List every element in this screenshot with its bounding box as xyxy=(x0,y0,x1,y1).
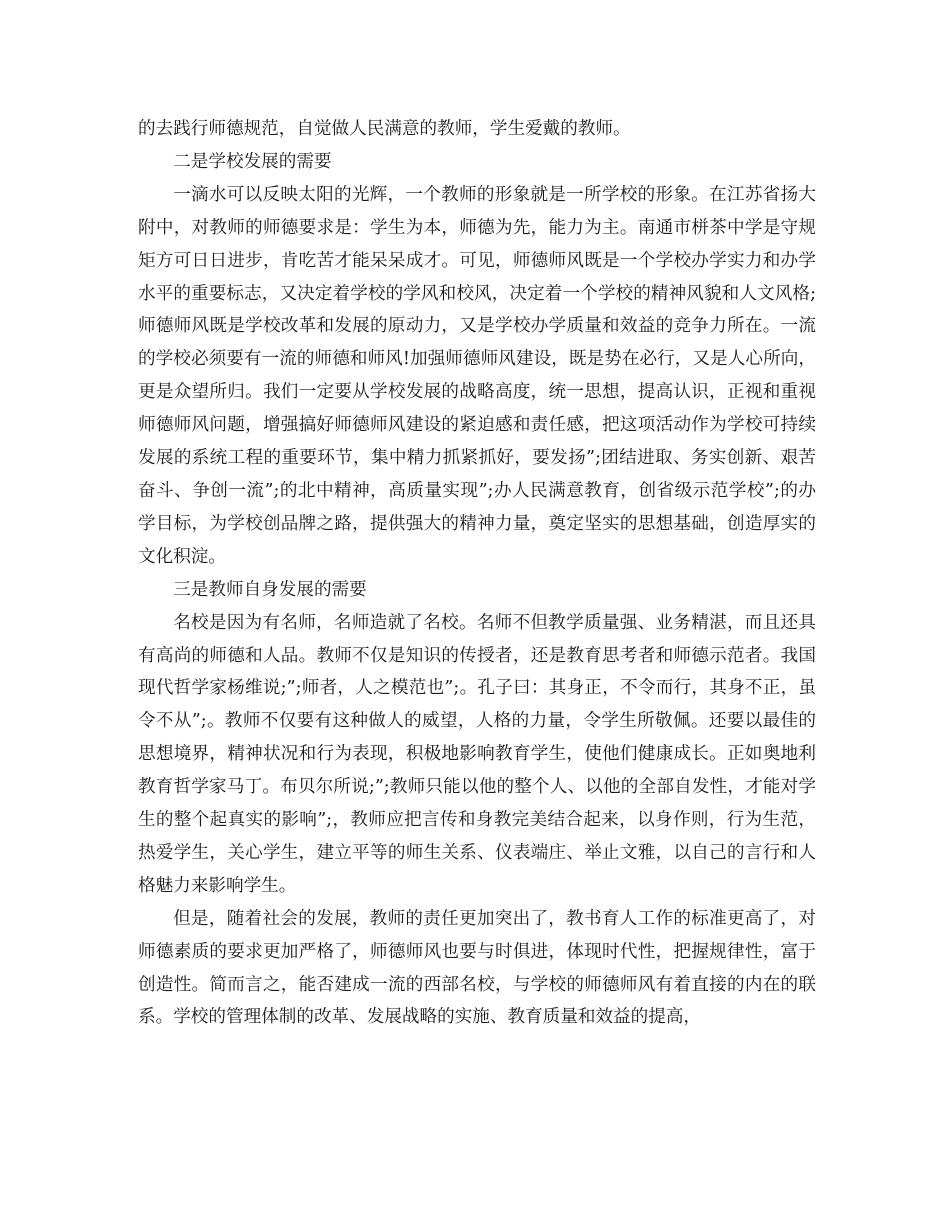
paragraph-social-development: 但是，随着社会的发展，教师的责任更加突出了，教书育人工作的标准更高了，对师德素质的要求更加严格了，师德师风也要与时俱进，体现时代性，把握规律性，富于创造性。简而言之，能否建成一流的西部名校，与学校的师德师风有着直接的内在的联系。学校的管理体制的改革、发展战略的实施、教育质量和效益的提高， xyxy=(138,908,816,1028)
section-heading-school-development: 二是学校发展的需要 xyxy=(173,151,332,172)
paragraph-continuation: 的去践行师德规范，自觉做人民满意的教师，学生爱戴的教师。 xyxy=(138,119,631,139)
section-heading-teacher-development: 三是教师自身发展的需要 xyxy=(173,579,367,600)
paragraph-teacher-development: 名校是因为有名师，名师造就了名校。名师不但教学质量强、业务精湛，而且还具有高尚的师德和人品。教师不仅是知识的传授者，还是教育思考者和师德示范者。我国现代哲学家杨维说;”;师者，人之模范也”;。孔子曰：其身正，不令而行，其身不正，虽令不从”;。教师不仅要有这种做人的威望，人格的力量，令学生所敬佩。还要以最佳的思想境界，精神状况和行为表现，积极地影响教育学生，使他们健康成长。正如奥地利教育哲学家马丁。布贝尔所说;”;教师只能以他的整个人、以他的全部自发性，才能对学生的整个起真实的影响”;，教师应把言传和身教完美结合起来，以身作则，行为生范，热爱学生，关心学生，建立平等的师生关系、仪表端庄、举止文雅，以自己的言行和人格魅力来影响学生。 xyxy=(138,612,816,896)
document-body xyxy=(138,113,816,1034)
paragraph-school-development: 一滴水可以反映太阳的光辉，一个教师的形象就是一所学校的形象。在江苏省扬大附中，对教师的师德要求是：学生为本，师德为先，能力为主。南通市栟茶中学是守规矩方可日日进步，肯吃苦才能呆呆成才。可见，师德师风既是一个学校办学实力和办学水平的重要标志，又决定着学校的学风和校风，决定着一个学校的精神风貌和人文风格;师德师风既是学校改革和发展的原动力，又是学校办学质量和效益的竞争力所在。一流的学校必须要有一流的师德和师风!加强师德师风建设，既是势在必行，又是人心所向，更是众望所归。我们一定要从学校发展的战略高度，统一思想，提高认识，正视和重视师德师风问题，增强搞好师德师风建设的紧迫感和责任感，把这项活动作为学校可持续发展的系统工程的重要环节，集中精力抓紧抓好，要发扬”;团结进取、务实创新、艰苦奋斗、争创一流”;的北中精神，高质量实现”;办人民满意教育，创省级示范学校”;的办学目标，为学校创品牌之路，提供强大的精神力量，奠定坚实的思想基础，创造厚实的文化积淀。 xyxy=(138,184,816,567)
